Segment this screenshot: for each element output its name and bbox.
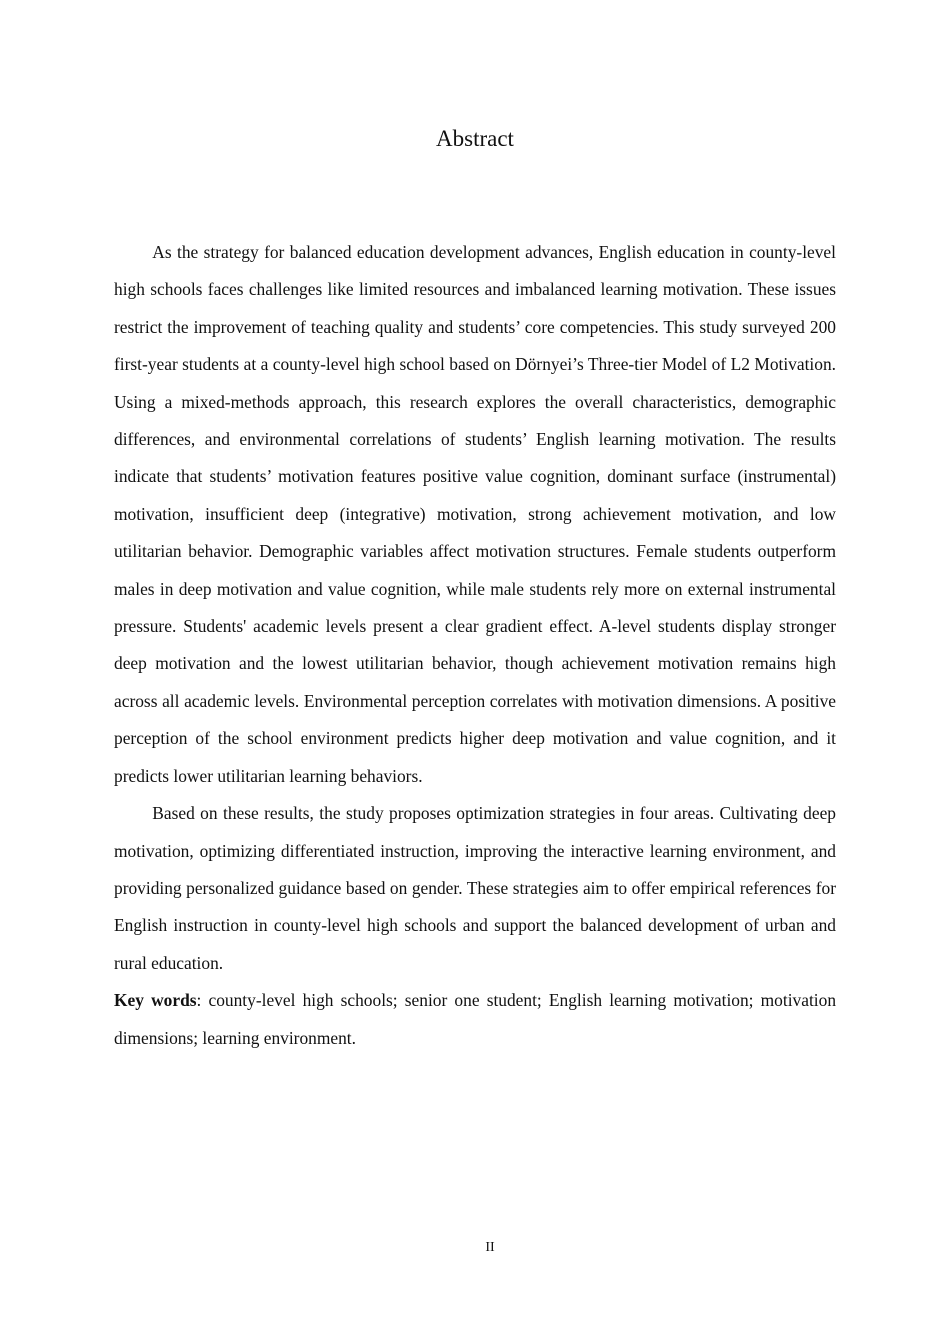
page-title: Abstract — [436, 126, 514, 151]
keywords-text: : county-level high schools; senior one student; English learning motivation; motivation dimensions; learning environment. — [114, 990, 837, 1048]
abstract-paragraph-2: Based on these results, the study proposes optimization strategies in four areas. Cultivating deep motivation, optimizing differentiated instruction, improving the interactive learning environment, and providing personalized guidance based on gender. These strategies aim to offer empirical references for English instruction in county-level high schools and support the balanced development of urban and rural education. — [114, 803, 836, 973]
abstract-body — [114, 234, 836, 1057]
page-number: II — [485, 1240, 495, 1255]
abstract-paragraph-1: As the strategy for balanced education development advances, English education in county-level high schools faces challenges like limited resources and imbalanced learning motivation. These issues restrict the improvement of teaching quality and students’ core competencies. This study surveyed 200 first-year students at a county-level high school based on Dörnyei’s Three-tier Model of L2 Motivation. Using a mixed-methods approach, this research explores the overall characteristics, demographic differences, and environmental correlations of students’ English learning motivation. The results indicate that students’ motivation features positive value cognition, dominant surface (instrumental) motivation, insufficient deep (integrative) motivation, strong achievement motivation, and low utilitarian behavior. Demographic variables affect motivation structures. Female students outperform males in deep motivation and value cognition, while male students rely more on external instrumental pressure. Students' academic levels present a clear gradient effect. A-level students display stronger deep motivation and the lowest utilitarian behavior, though achievement motivation remains high across all academic levels. Environmental perception correlates with motivation dimensions. A positive perception of the school environment predicts higher deep motivation and value cognition, and it predicts lower utilitarian learning behaviors. — [114, 242, 836, 786]
keywords-line — [114, 982, 836, 1057]
keywords-label: Key words — [114, 990, 197, 1011]
